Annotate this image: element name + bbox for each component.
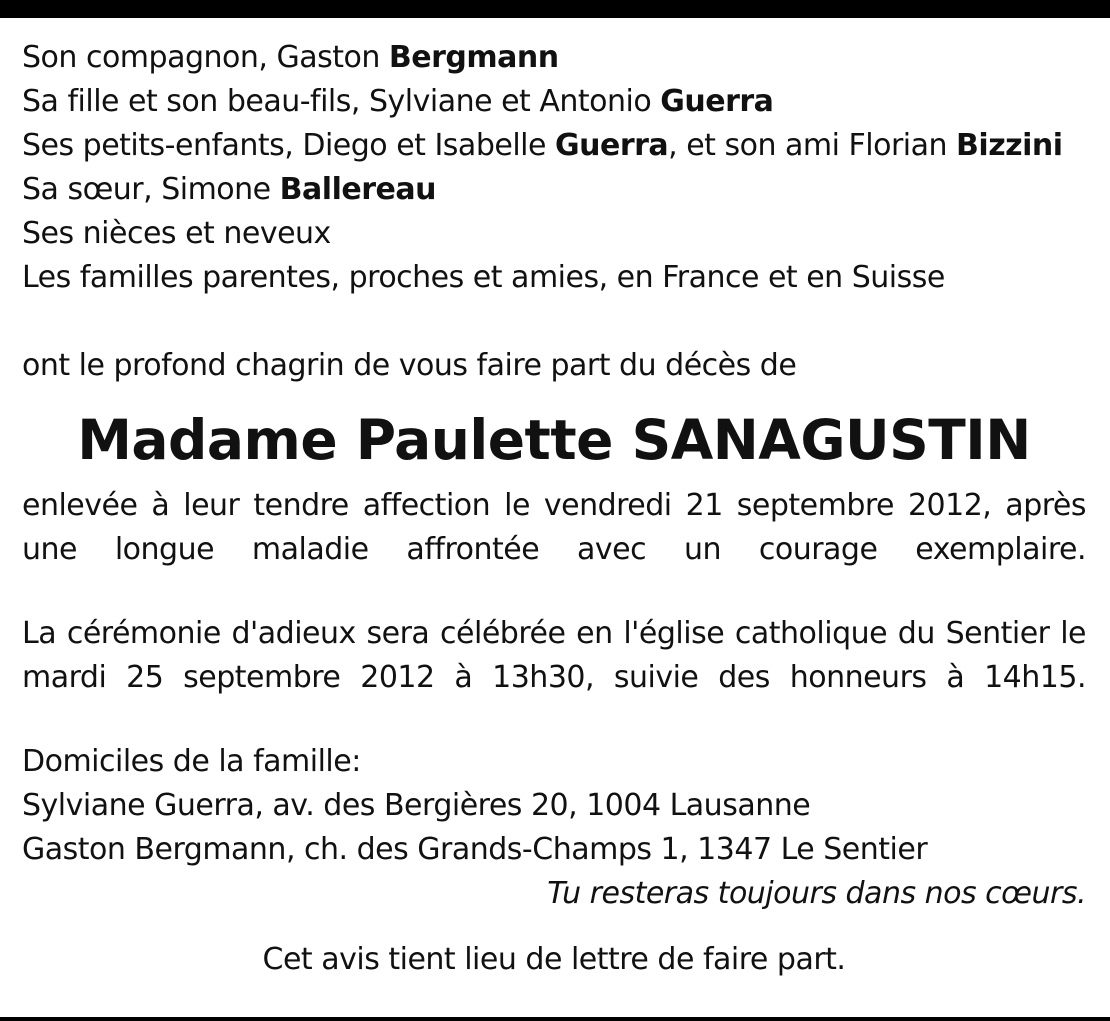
spacer	[22, 300, 1086, 344]
companion-text: Son compagnon, Gaston	[22, 40, 389, 75]
top-border-rule	[0, 0, 1110, 18]
sister-surname: Ballereau	[279, 172, 436, 207]
closing-note: Cet avis tient lieu de lettre de faire part.	[262, 942, 846, 977]
companion-surname: Bergmann	[388, 40, 559, 75]
daughter-surname: Guerra	[660, 84, 774, 119]
passing-line-1: enlevée à leur tendre affection le vendredi 21 septembre 2012, après	[22, 488, 1086, 523]
grandchildren-surname: Guerra	[554, 128, 669, 163]
obituary-notice	[22, 36, 1086, 982]
grandchildren-line	[22, 124, 1086, 168]
friend-surname: Bizzini	[956, 128, 1063, 163]
ceremony-line-1: La cérémonie d'adieux sera célébrée en l'église catholique du Sentier le	[22, 616, 1086, 651]
domicile-address-1: Sylviane Guerra, av. des Bergières 20, 1004 Lausanne	[22, 788, 811, 823]
bottom-border-rule	[0, 1017, 1110, 1021]
farewell-message: Tu resteras toujours dans nos cœurs.	[547, 876, 1086, 911]
spacer	[22, 572, 1086, 612]
daughter-text: Sa fille et son beau-fils, Sylviane et Antonio	[22, 84, 661, 119]
relatives-line: Les familles parentes, proches et amies, en France et en Suisse	[22, 260, 945, 295]
domicile-address-2: Gaston Bergmann, ch. des Grands-Champs 1, 1347 Le Sentier	[22, 832, 928, 867]
ceremony-line-2: mardi 25 septembre 2012 à 13h30, suivie des honneurs à 14h15.	[22, 660, 1086, 695]
spacer	[22, 700, 1086, 740]
grandchildren-text: Ses petits-enfants, Diego et Isabelle	[22, 128, 555, 163]
sister-line	[22, 168, 1086, 212]
nieces-line: Ses nièces et neveux	[22, 216, 331, 251]
domiciles-section	[22, 740, 1086, 872]
domiciles-heading: Domiciles de la famille:	[22, 744, 361, 779]
daughter-line	[22, 80, 1086, 124]
companion-line	[22, 36, 1086, 80]
announcement-line: ont le profond chagrin de vous faire part du décès de	[22, 348, 797, 383]
ceremony-paragraph	[22, 612, 1086, 700]
sister-text: Sa sœur, Simone	[22, 172, 280, 207]
grandchildren-friend-text: , et son ami Florian	[668, 128, 957, 163]
passing-line-2: une longue maladie affrontée avec un courage exemplaire.	[22, 532, 1086, 567]
deceased-name: Madame Paulette SANAGUSTIN	[77, 408, 1031, 472]
passing-paragraph	[22, 484, 1086, 572]
